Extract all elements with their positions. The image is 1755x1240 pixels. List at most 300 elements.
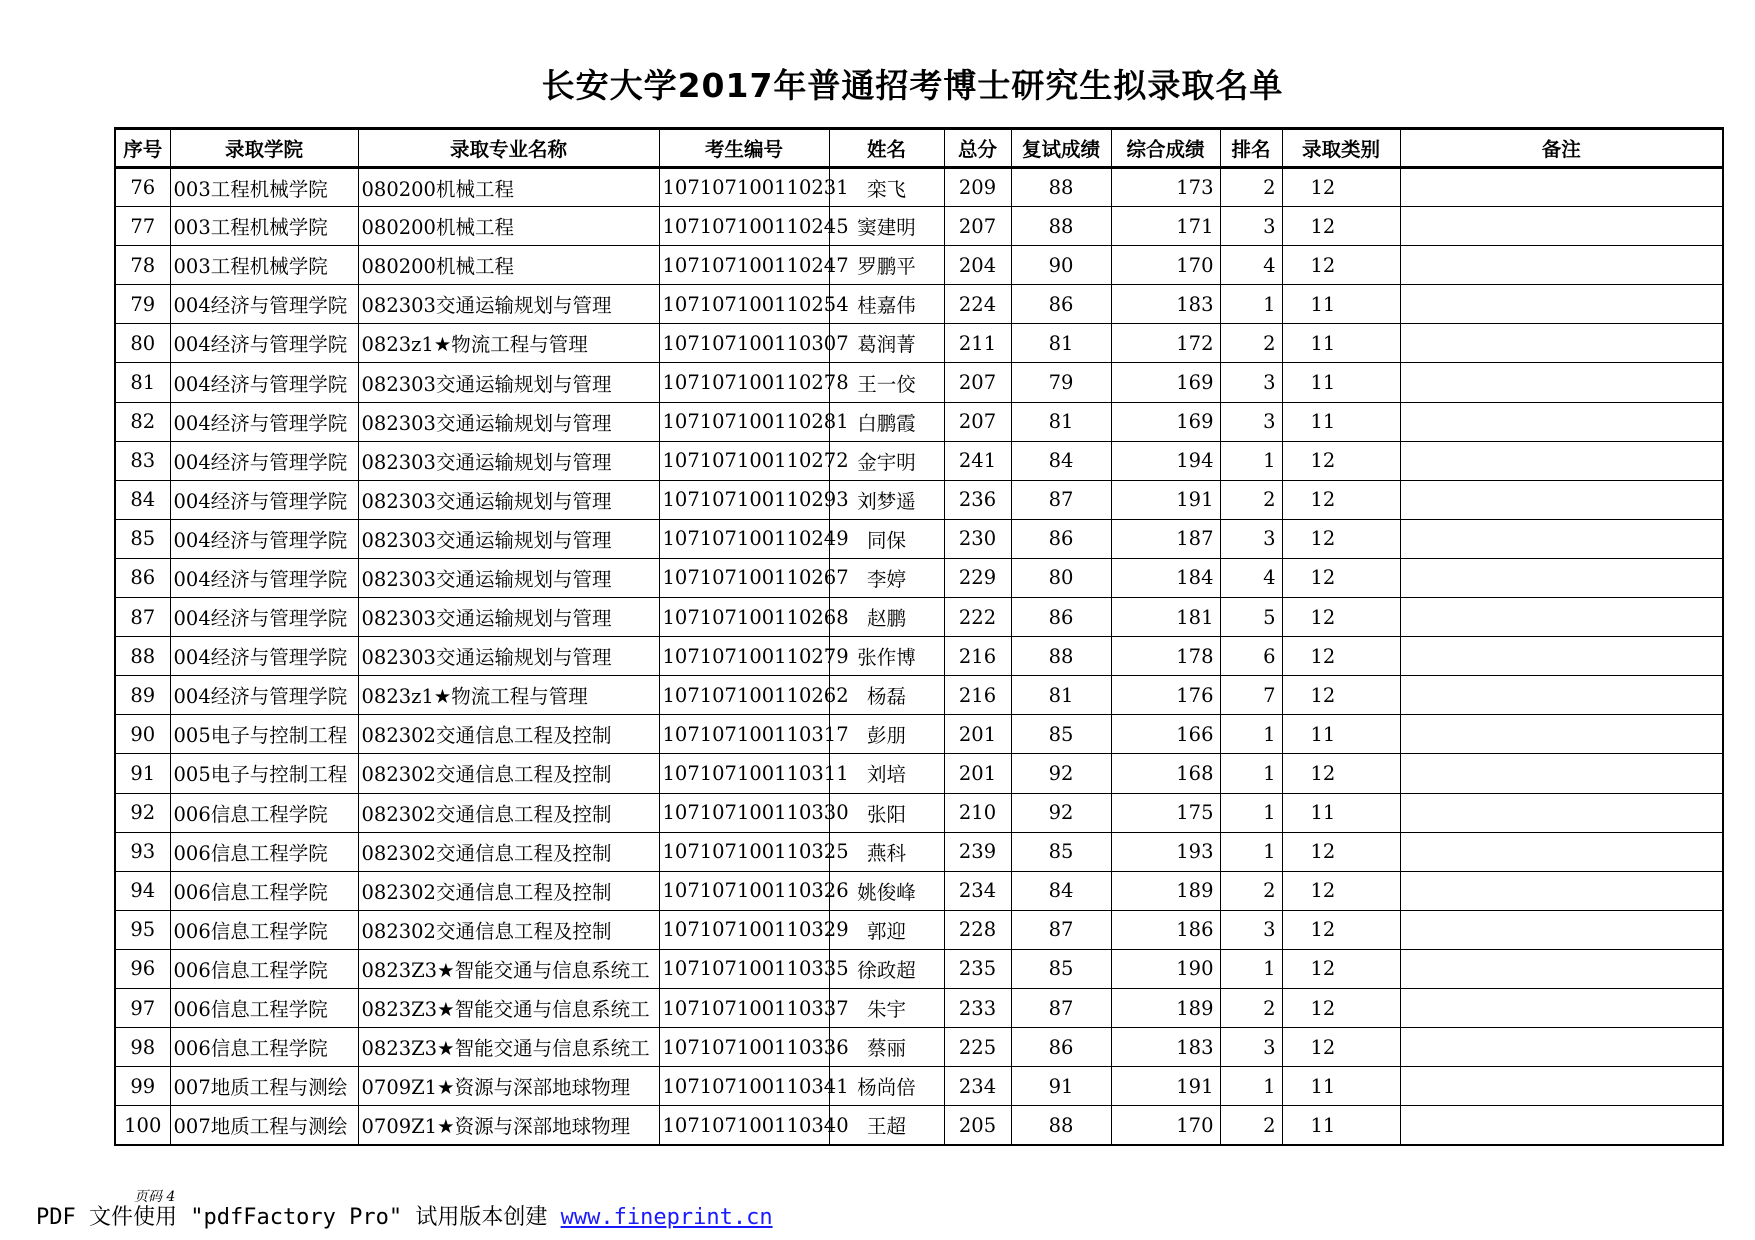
cell-total-score: 236 [944,480,1011,519]
cell-major: 0823Z3★智能交通与信息系统工 [358,988,659,1027]
cell-category: 12 [1282,168,1400,207]
cell-total-score: 224 [944,285,1011,324]
cell-remarks [1400,246,1723,285]
cell-index: 81 [115,363,170,402]
cell-category: 11 [1282,363,1400,402]
cell-category: 12 [1282,480,1400,519]
cell-total-score: 207 [944,363,1011,402]
header-remarks: 备注 [1400,129,1723,168]
cell-composite-score: 191 [1111,480,1220,519]
cell-name: 杨磊 [829,676,944,715]
cell-rank: 2 [1220,1106,1282,1145]
cell-index: 95 [115,910,170,949]
cell-retest-score: 86 [1011,598,1111,637]
cell-rank: 1 [1220,715,1282,754]
cell-major: 082302交通信息工程及控制 [358,832,659,871]
table-row [115,676,1723,715]
cell-composite-score: 190 [1111,949,1220,988]
header-college: 录取学院 [170,129,358,168]
table-header-row [115,129,1723,168]
cell-retest-score: 81 [1011,402,1111,441]
cell-college: 004经济与管理学院 [170,363,358,402]
cell-retest-score: 90 [1011,246,1111,285]
table-row [115,246,1723,285]
cell-total-score: 209 [944,168,1011,207]
cell-retest-score: 81 [1011,324,1111,363]
cell-name: 姚俊峰 [829,871,944,910]
cell-rank: 3 [1220,363,1282,402]
cell-name: 同保 [829,519,944,558]
cell-remarks [1400,637,1723,676]
table-row [115,598,1723,637]
cell-name: 赵鹏 [829,598,944,637]
cell-category: 12 [1282,598,1400,637]
cell-name: 郭迎 [829,910,944,949]
cell-composite-score: 170 [1111,246,1220,285]
cell-composite-score: 175 [1111,793,1220,832]
cell-retest-score: 87 [1011,480,1111,519]
cell-rank: 1 [1220,949,1282,988]
cell-total-score: 211 [944,324,1011,363]
cell-rank: 5 [1220,598,1282,637]
cell-category: 11 [1282,1067,1400,1106]
admission-table [114,127,1724,1146]
cell-composite-score: 187 [1111,519,1220,558]
cell-candidate-id: 107107100110231 [659,168,829,207]
header-major: 录取专业名称 [358,129,659,168]
cell-college: 004经济与管理学院 [170,324,358,363]
cell-remarks [1400,598,1723,637]
cell-name: 彭朋 [829,715,944,754]
cell-index: 91 [115,754,170,793]
cell-remarks [1400,402,1723,441]
cell-composite-score: 176 [1111,676,1220,715]
cell-college: 004经济与管理学院 [170,598,358,637]
cell-category: 12 [1282,558,1400,597]
cell-college: 004经济与管理学院 [170,441,358,480]
cell-college: 005电子与控制工程 [170,754,358,793]
cell-category: 12 [1282,910,1400,949]
cell-category: 12 [1282,441,1400,480]
cell-major: 082303交通运输规划与管理 [358,285,659,324]
cell-remarks [1400,754,1723,793]
table-row [115,168,1723,207]
cell-candidate-id: 107107100110330 [659,793,829,832]
cell-remarks [1400,676,1723,715]
cell-candidate-id: 107107100110254 [659,285,829,324]
cell-retest-score: 85 [1011,832,1111,871]
cell-college: 003工程机械学院 [170,246,358,285]
cell-major: 082303交通运输规划与管理 [358,598,659,637]
table-row [115,949,1723,988]
page-title: 长安大学2017年普通招考博士研究生拟录取名单 [541,66,1284,105]
cell-composite-score: 173 [1111,168,1220,207]
header-total-score: 总分 [944,129,1011,168]
page-number: 页码 4 [134,1189,176,1205]
table-row [115,480,1723,519]
cell-remarks [1400,168,1723,207]
cell-composite-score: 166 [1111,715,1220,754]
cell-composite-score: 184 [1111,558,1220,597]
cell-retest-score: 92 [1011,754,1111,793]
cell-index: 98 [115,1028,170,1067]
cell-major: 080200机械工程 [358,168,659,207]
table-row [115,871,1723,910]
cell-category: 12 [1282,637,1400,676]
table-row [115,1106,1723,1145]
cell-total-score: 207 [944,402,1011,441]
cell-category: 12 [1282,832,1400,871]
cell-college: 006信息工程学院 [170,871,358,910]
cell-total-score: 241 [944,441,1011,480]
cell-remarks [1400,715,1723,754]
cell-index: 92 [115,793,170,832]
table-row [115,558,1723,597]
cell-name: 白鹏霞 [829,402,944,441]
cell-name: 罗鹏平 [829,246,944,285]
cell-retest-score: 86 [1011,519,1111,558]
cell-name: 王一佼 [829,363,944,402]
table-row [115,402,1723,441]
cell-remarks [1400,441,1723,480]
cell-retest-score: 91 [1011,1067,1111,1106]
cell-category: 12 [1282,519,1400,558]
cell-total-score: 233 [944,988,1011,1027]
cell-college: 006信息工程学院 [170,949,358,988]
cell-index: 89 [115,676,170,715]
cell-index: 100 [115,1106,170,1145]
cell-name: 王超 [829,1106,944,1145]
cell-rank: 3 [1220,519,1282,558]
table-row [115,793,1723,832]
cell-remarks [1400,949,1723,988]
cell-category: 11 [1282,285,1400,324]
cell-composite-score: 170 [1111,1106,1220,1145]
table-row [115,363,1723,402]
cell-composite-score: 183 [1111,1028,1220,1067]
cell-rank: 2 [1220,480,1282,519]
cell-college: 006信息工程学院 [170,832,358,871]
cell-major: 082303交通运输规划与管理 [358,480,659,519]
cell-rank: 2 [1220,324,1282,363]
cell-retest-score: 85 [1011,715,1111,754]
cell-retest-score: 79 [1011,363,1111,402]
cell-rank: 2 [1220,871,1282,910]
cell-college: 003工程机械学院 [170,168,358,207]
header-candidate-id: 考生编号 [659,129,829,168]
cell-category: 12 [1282,207,1400,246]
cell-remarks [1400,910,1723,949]
table-row [115,754,1723,793]
cell-remarks [1400,285,1723,324]
cell-remarks [1400,363,1723,402]
cell-name: 张作博 [829,637,944,676]
cell-candidate-id: 107107100110279 [659,637,829,676]
cell-major: 0823z1★物流工程与管理 [358,676,659,715]
cell-composite-score: 169 [1111,402,1220,441]
cell-index: 82 [115,402,170,441]
cell-candidate-id: 107107100110329 [659,910,829,949]
cell-composite-score: 181 [1111,598,1220,637]
table-row [115,207,1723,246]
cell-candidate-id: 107107100110317 [659,715,829,754]
cell-index: 80 [115,324,170,363]
cell-candidate-id: 107107100110247 [659,246,829,285]
cell-retest-score: 87 [1011,910,1111,949]
cell-major: 080200机械工程 [358,246,659,285]
cell-name: 朱宇 [829,988,944,1027]
cell-college: 006信息工程学院 [170,793,358,832]
cell-rank: 1 [1220,285,1282,324]
table-row [115,637,1723,676]
cell-major: 082303交通运输规划与管理 [358,519,659,558]
cell-college: 004经济与管理学院 [170,402,358,441]
cell-category: 12 [1282,754,1400,793]
cell-retest-score: 84 [1011,871,1111,910]
header-composite-score: 综合成绩 [1111,129,1220,168]
cell-retest-score: 81 [1011,676,1111,715]
cell-total-score: 216 [944,676,1011,715]
cell-composite-score: 186 [1111,910,1220,949]
cell-retest-score: 80 [1011,558,1111,597]
header-rank: 排名 [1220,129,1282,168]
cell-index: 86 [115,558,170,597]
cell-rank: 7 [1220,676,1282,715]
cell-rank: 4 [1220,558,1282,597]
cell-college: 003工程机械学院 [170,207,358,246]
cell-composite-score: 168 [1111,754,1220,793]
cell-total-score: 210 [944,793,1011,832]
cell-remarks [1400,1067,1723,1106]
table-row [115,1028,1723,1067]
cell-major: 082303交通运输规划与管理 [358,402,659,441]
cell-index: 87 [115,598,170,637]
cell-retest-score: 92 [1011,793,1111,832]
cell-composite-score: 172 [1111,324,1220,363]
cell-candidate-id: 107107100110307 [659,324,829,363]
cell-category: 12 [1282,246,1400,285]
cell-retest-score: 88 [1011,637,1111,676]
cell-retest-score: 85 [1011,949,1111,988]
cell-remarks [1400,519,1723,558]
cell-category: 12 [1282,871,1400,910]
footer-link[interactable]: www.fineprint.cn [560,1205,773,1230]
cell-index: 88 [115,637,170,676]
cell-rank: 3 [1220,402,1282,441]
cell-college: 004经济与管理学院 [170,285,358,324]
cell-category: 12 [1282,1028,1400,1067]
cell-rank: 3 [1220,1028,1282,1067]
cell-total-score: 222 [944,598,1011,637]
cell-composite-score: 191 [1111,1067,1220,1106]
cell-candidate-id: 107107100110337 [659,988,829,1027]
cell-total-score: 205 [944,1106,1011,1145]
cell-candidate-id: 107107100110326 [659,871,829,910]
cell-major: 082303交通运输规划与管理 [358,637,659,676]
cell-name: 蔡丽 [829,1028,944,1067]
cell-rank: 1 [1220,832,1282,871]
cell-rank: 3 [1220,207,1282,246]
cell-rank: 6 [1220,637,1282,676]
cell-category: 11 [1282,1106,1400,1145]
cell-composite-score: 189 [1111,988,1220,1027]
cell-retest-score: 87 [1011,988,1111,1027]
cell-rank: 1 [1220,441,1282,480]
cell-total-score: 234 [944,1067,1011,1106]
cell-major: 0709Z1★资源与深部地球物理 [358,1106,659,1145]
table-row [115,988,1723,1027]
cell-index: 94 [115,871,170,910]
cell-rank: 2 [1220,988,1282,1027]
cell-major: 0823Z3★智能交通与信息系统工 [358,1028,659,1067]
footer-text: PDF 文件使用 "pdfFactory Pro" 试用版本创建 [36,1205,561,1230]
cell-rank: 1 [1220,793,1282,832]
cell-remarks [1400,793,1723,832]
cell-name: 李婷 [829,558,944,597]
cell-total-score: 207 [944,207,1011,246]
cell-category: 11 [1282,793,1400,832]
cell-major: 082302交通信息工程及控制 [358,871,659,910]
cell-remarks [1400,480,1723,519]
cell-retest-score: 88 [1011,1106,1111,1145]
cell-candidate-id: 107107100110340 [659,1106,829,1145]
cell-index: 96 [115,949,170,988]
cell-composite-score: 183 [1111,285,1220,324]
cell-retest-score: 86 [1011,1028,1111,1067]
cell-retest-score: 84 [1011,441,1111,480]
cell-remarks [1400,1028,1723,1067]
cell-remarks [1400,324,1723,363]
cell-college: 006信息工程学院 [170,1028,358,1067]
cell-rank: 2 [1220,168,1282,207]
cell-index: 76 [115,168,170,207]
cell-composite-score: 169 [1111,363,1220,402]
cell-name: 张阳 [829,793,944,832]
cell-major: 0823Z3★智能交通与信息系统工 [358,949,659,988]
cell-college: 004经济与管理学院 [170,637,358,676]
header-name: 姓名 [829,129,944,168]
cell-major: 0823z1★物流工程与管理 [358,324,659,363]
cell-category: 11 [1282,715,1400,754]
cell-total-score: 239 [944,832,1011,871]
cell-candidate-id: 107107100110262 [659,676,829,715]
cell-category: 12 [1282,949,1400,988]
table-row [115,285,1723,324]
cell-name: 窦建明 [829,207,944,246]
cell-total-score: 230 [944,519,1011,558]
cell-college: 007地质工程与测绘 [170,1067,358,1106]
cell-rank: 1 [1220,1067,1282,1106]
cell-total-score: 201 [944,754,1011,793]
cell-major: 0709Z1★资源与深部地球物理 [358,1067,659,1106]
cell-remarks [1400,988,1723,1027]
cell-candidate-id: 107107100110272 [659,441,829,480]
table-row [115,715,1723,754]
cell-total-score: 216 [944,637,1011,676]
cell-retest-score: 88 [1011,207,1111,246]
header-category: 录取类别 [1282,129,1400,168]
cell-remarks [1400,871,1723,910]
header-retest-score: 复试成绩 [1011,129,1111,168]
table-row [115,519,1723,558]
cell-category: 12 [1282,676,1400,715]
cell-candidate-id: 107107100110281 [659,402,829,441]
cell-index: 83 [115,441,170,480]
cell-index: 79 [115,285,170,324]
cell-name: 徐政超 [829,949,944,988]
table-row [115,324,1723,363]
cell-name: 刘梦遥 [829,480,944,519]
cell-total-score: 201 [944,715,1011,754]
cell-index: 77 [115,207,170,246]
cell-rank: 1 [1220,754,1282,793]
cell-index: 85 [115,519,170,558]
table-row [115,441,1723,480]
cell-retest-score: 88 [1011,168,1111,207]
cell-category: 11 [1282,402,1400,441]
table-row [115,910,1723,949]
cell-index: 99 [115,1067,170,1106]
cell-total-score: 229 [944,558,1011,597]
cell-total-score: 234 [944,871,1011,910]
footer [36,1200,773,1231]
cell-candidate-id: 107107100110267 [659,558,829,597]
cell-college: 006信息工程学院 [170,910,358,949]
cell-retest-score: 86 [1011,285,1111,324]
cell-candidate-id: 107107100110293 [659,480,829,519]
cell-name: 桂嘉伟 [829,285,944,324]
cell-name: 燕科 [829,832,944,871]
cell-remarks [1400,1106,1723,1145]
cell-candidate-id: 107107100110341 [659,1067,829,1106]
cell-remarks [1400,832,1723,871]
cell-major: 082303交通运输规划与管理 [358,558,659,597]
cell-total-score: 204 [944,246,1011,285]
cell-college: 007地质工程与测绘 [170,1106,358,1145]
cell-index: 84 [115,480,170,519]
cell-major: 082302交通信息工程及控制 [358,910,659,949]
cell-major: 082303交通运输规划与管理 [358,441,659,480]
cell-name: 栾飞 [829,168,944,207]
table-row [115,832,1723,871]
cell-major: 080200机械工程 [358,207,659,246]
cell-index: 90 [115,715,170,754]
cell-composite-score: 194 [1111,441,1220,480]
cell-index: 78 [115,246,170,285]
cell-candidate-id: 107107100110335 [659,949,829,988]
cell-composite-score: 178 [1111,637,1220,676]
cell-college: 006信息工程学院 [170,988,358,1027]
cell-college: 004经济与管理学院 [170,480,358,519]
cell-index: 93 [115,832,170,871]
cell-total-score: 225 [944,1028,1011,1067]
cell-rank: 4 [1220,246,1282,285]
cell-remarks [1400,207,1723,246]
cell-composite-score: 189 [1111,871,1220,910]
cell-category: 12 [1282,988,1400,1027]
table-row [115,1067,1723,1106]
cell-college: 005电子与控制工程 [170,715,358,754]
cell-index: 97 [115,988,170,1027]
cell-candidate-id: 107107100110311 [659,754,829,793]
cell-name: 刘培 [829,754,944,793]
cell-candidate-id: 107107100110336 [659,1028,829,1067]
cell-candidate-id: 107107100110325 [659,832,829,871]
cell-candidate-id: 107107100110268 [659,598,829,637]
cell-major: 082303交通运输规划与管理 [358,363,659,402]
cell-composite-score: 171 [1111,207,1220,246]
cell-major: 082302交通信息工程及控制 [358,754,659,793]
